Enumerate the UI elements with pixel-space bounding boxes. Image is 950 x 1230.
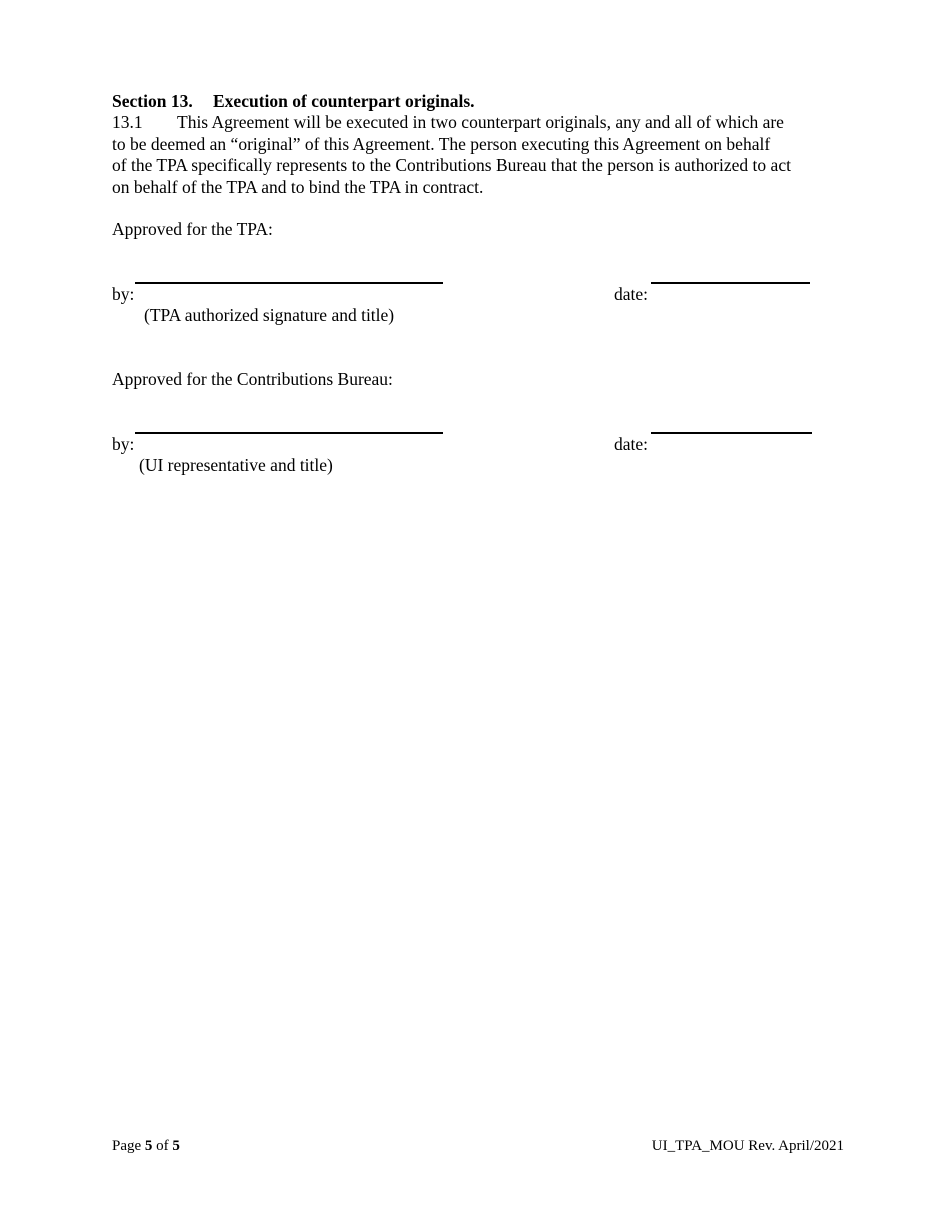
section-title: Execution of counterpart originals. xyxy=(213,91,475,111)
bureau-signature-line[interactable] xyxy=(135,432,443,434)
document-revision: UI_TPA_MOU Rev. April/2021 xyxy=(651,1138,844,1154)
tpa-signature-line[interactable] xyxy=(135,282,443,284)
paragraph-line: 13.1 This Agreement will be executed in two counterpart originals, any and all of which are xyxy=(112,112,784,132)
tpa-date-label: date: xyxy=(614,284,649,304)
page-number: Page 5 of 5 xyxy=(112,1138,180,1154)
bureau-date-line[interactable] xyxy=(651,432,812,434)
paragraph-line: on behalf of the TPA and to bind the TPA in contract. xyxy=(112,176,484,197)
tpa-approval-label: Approved for the TPA: xyxy=(112,219,273,239)
clause-number: 13.1 xyxy=(112,112,143,132)
paragraph-line: to be deemed an “original” of this Agreement. The person executing this Agreement on behalf xyxy=(112,133,771,154)
bureau-date-label: date: xyxy=(614,434,649,454)
tpa-by-label: by: xyxy=(112,284,135,304)
current-page: 5 xyxy=(144,1138,153,1154)
tpa-date-line[interactable] xyxy=(651,282,810,284)
section-heading xyxy=(112,91,475,112)
tpa-signature-caption: (TPA authorized signature and title) xyxy=(144,305,395,325)
paragraph-line: of the TPA specifically represents to the Contributions Bureau that the person is authorized to act xyxy=(112,155,791,175)
section-number: Section 13. xyxy=(112,91,193,111)
clause-paragraph xyxy=(112,112,852,198)
bureau-by-label: by: xyxy=(112,434,135,454)
bureau-approval-label: Approved for the Contributions Bureau: xyxy=(112,369,393,389)
total-pages: 5 xyxy=(172,1138,180,1154)
bureau-signature-caption: (UI representative and title) xyxy=(139,455,333,475)
